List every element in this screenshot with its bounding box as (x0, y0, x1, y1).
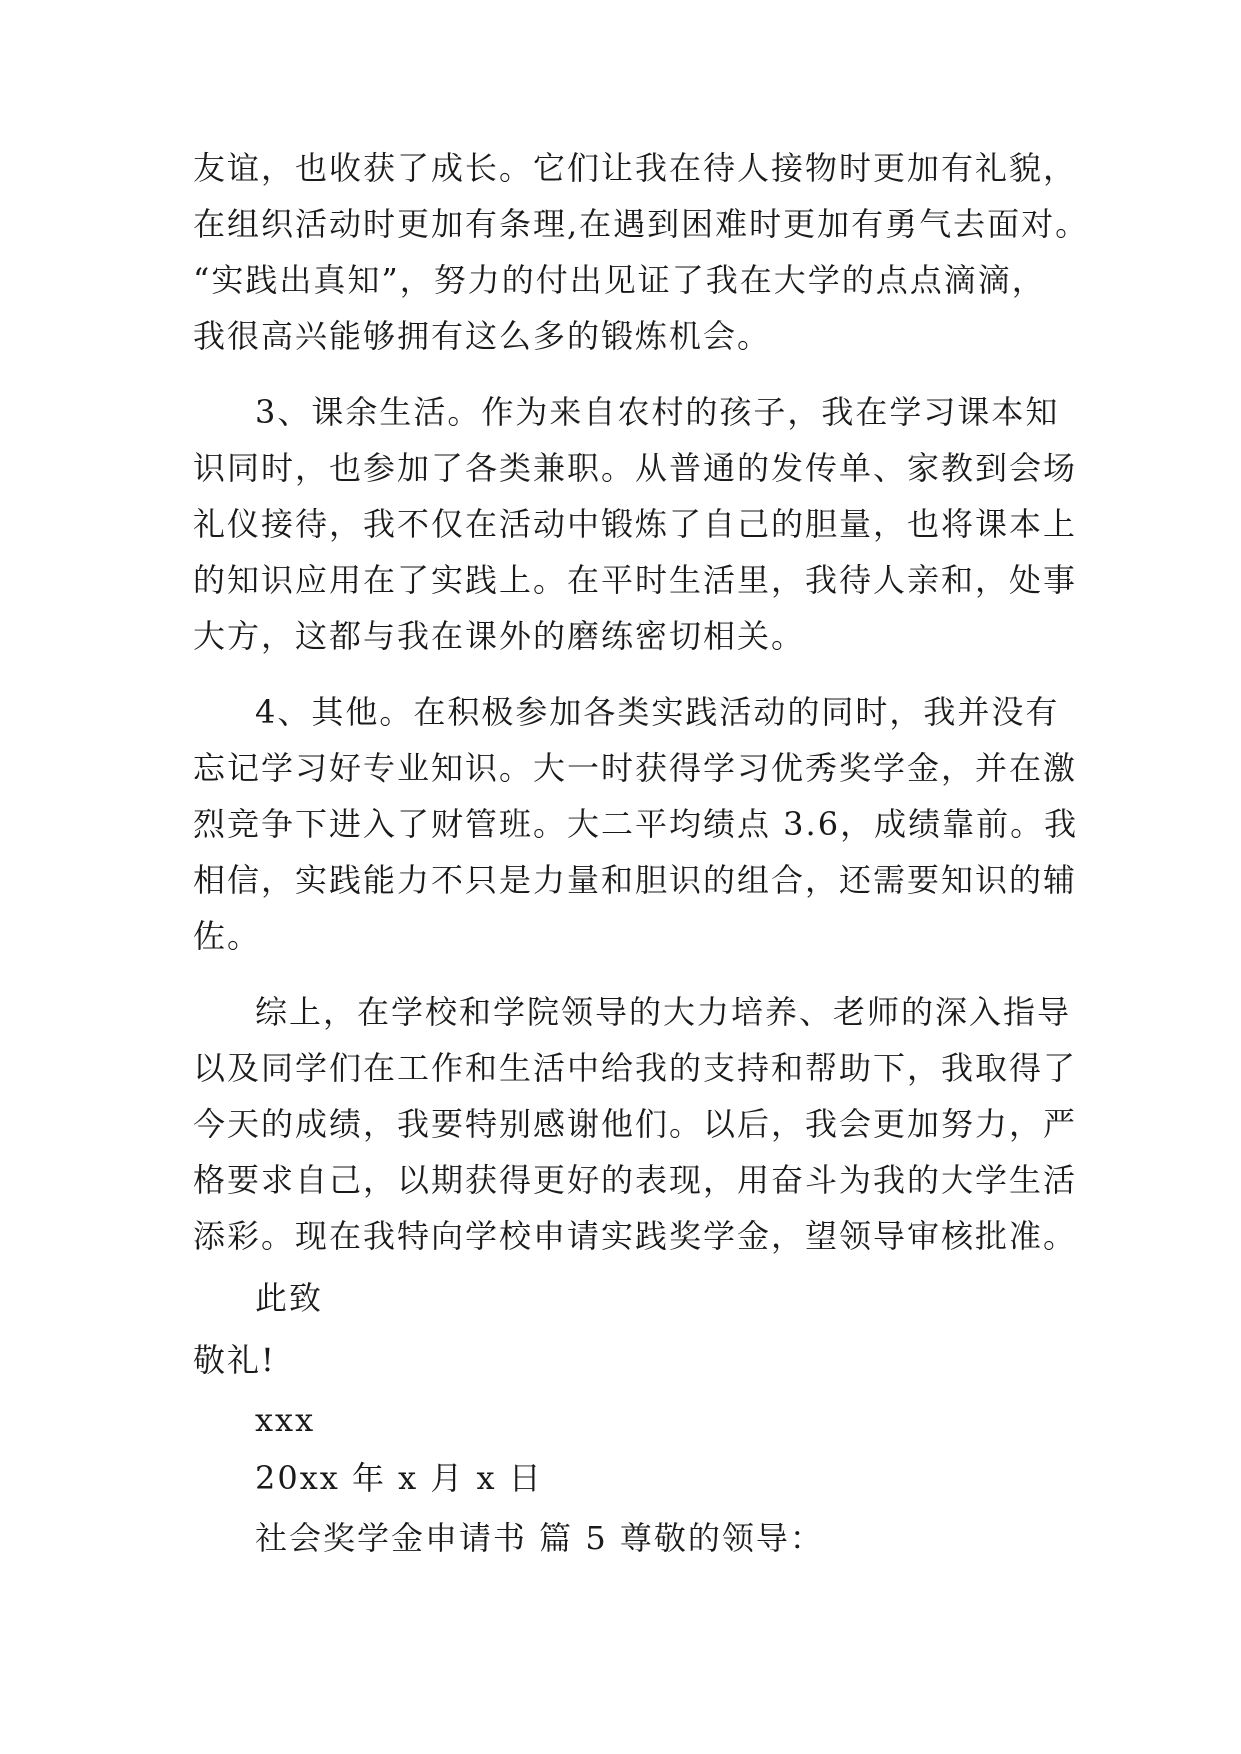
paragraph-line: 添彩。现在我特向学校申请实践奖学金，望领导审核批准。 (193, 1217, 1078, 1255)
paragraph-line: 在组织活动时更加有条理,在遇到困难时更加有勇气去面对。 (193, 205, 1090, 243)
signature-name: xxx (255, 1401, 316, 1439)
next-section-heading: 社会奖学金申请书 篇 5 尊敬的领导： (255, 1519, 824, 1557)
paragraph-line: 我很高兴能够拥有这么多的锻炼机会。 (193, 317, 772, 355)
paragraph-line: 格要求自己，以期获得更好的表现，用奋斗为我的大学生活 (193, 1161, 1078, 1199)
closing-regards: 敬礼! (193, 1341, 276, 1379)
paragraph-line: 相信，实践能力不只是力量和胆识的组合，还需要知识的辅 (193, 861, 1078, 899)
closing-salutation: 此致 (255, 1279, 324, 1317)
paragraph-line: 综上，在学校和学院领导的大力培养、老师的深入指导 (255, 993, 1072, 1031)
paragraph-line: 友谊，也收获了成长。它们让我在待人接物时更加有礼貌， (193, 149, 1078, 187)
paragraph-line: 忘记学习好专业知识。大一时获得学习优秀奖学金，并在激 (193, 749, 1078, 787)
paragraph-line: 烈竞争下进入了财管班。大二平均绩点 3.6，成绩靠前。我 (193, 805, 1079, 843)
paragraph-line: “实践出真知”，努力的付出见证了我在大学的点点滴滴， (193, 261, 1046, 299)
paragraph-line: 识同时，也参加了各类兼职。从普通的发传单、家教到会场 (193, 449, 1078, 487)
paragraph-line: 的知识应用在了实践上。在平时生活里，我待人亲和，处事 (193, 561, 1078, 599)
paragraph-line: 大方，这都与我在课外的磨练密切相关。 (193, 617, 806, 655)
paragraph-line: 4、其他。在积极参加各类实践活动的同时，我并没有 (255, 693, 1060, 731)
signature-date: 20xx 年 x 月 x 日 (255, 1459, 543, 1497)
paragraph-line: 礼仪接待，我不仅在活动中锻炼了自己的胆量，也将课本上 (193, 505, 1078, 543)
paragraph-line: 今天的成绩，我要特别感谢他们。以后，我会更加努力，严 (193, 1105, 1078, 1143)
paragraph-line: 以及同学们在工作和生活中给我的支持和帮助下，我取得了 (193, 1049, 1078, 1087)
paragraph-line: 3、课余生活。作为来自农村的孩子，我在学习课本知 (255, 393, 1060, 431)
paragraph-line: 佐。 (193, 917, 262, 955)
